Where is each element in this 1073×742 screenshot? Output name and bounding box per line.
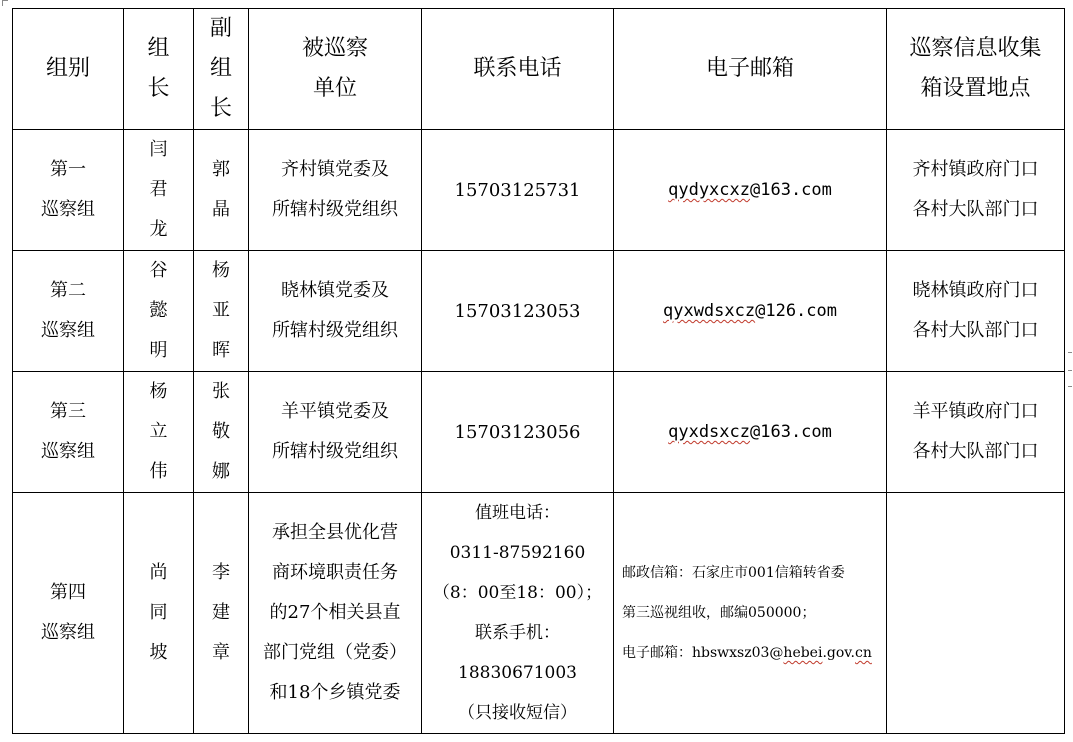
- leader-cell: 闫 君 龙: [124, 130, 194, 251]
- corner-mark: [2, 0, 3, 6]
- leader-cell: 谷 懿 明: [124, 251, 194, 372]
- table-row: [13, 130, 1065, 251]
- phone-cell: 值班电话： 0311-87592160 （8：00至18：00）； 联系手机： 18830671003 （只接收短信）: [422, 493, 614, 734]
- email-cell: [614, 130, 887, 251]
- group-cell: 第三 巡察组: [13, 372, 124, 493]
- header-phone: 联系电话: [422, 9, 614, 130]
- deputy-cell: 张 敬 娜: [194, 372, 249, 493]
- leader-cell: 尚 同 坡: [124, 493, 194, 734]
- table-edge-mark: [1068, 370, 1072, 371]
- email-user: qyxdsxcz: [668, 422, 750, 442]
- location-cell: 齐村镇政府门口 各村大队部门口: [887, 130, 1065, 251]
- table-row: [13, 251, 1065, 372]
- email-user: qydyxcxz: [668, 180, 750, 200]
- unit-cell: 羊平镇党委及 所辖村级党组织: [249, 372, 422, 493]
- phone-cell: 15703123056: [422, 372, 614, 493]
- inspection-table: [12, 8, 1065, 734]
- location-cell: 羊平镇政府门口 各村大队部门口: [887, 372, 1065, 493]
- leader-cell: 杨 立 伟: [124, 372, 194, 493]
- phone-cell: 15703123053: [422, 251, 614, 372]
- header-unit: 被巡察 单位: [249, 9, 422, 130]
- email-user: qyxwdsxcz: [662, 301, 756, 321]
- mail-line-3: 电子邮箱：hbswxsz03@hebei.gov.cn: [622, 645, 872, 661]
- header-row: [13, 9, 1065, 130]
- table-row: [13, 372, 1065, 493]
- group-cell: 第二 巡察组: [13, 251, 124, 372]
- mail-line-1: 邮政信箱：石家庄市001信箱转省委: [622, 565, 845, 581]
- phone-cell: 15703125731: [422, 130, 614, 251]
- email-cell: [614, 251, 887, 372]
- header-email: 电子邮箱: [614, 9, 887, 130]
- location-cell: [887, 493, 1065, 734]
- table-edge-mark: [1068, 352, 1072, 353]
- deputy-cell: 李 建 章: [194, 493, 249, 734]
- table-edge-mark: [1068, 386, 1072, 387]
- unit-cell: 齐村镇党委及 所辖村级党组织: [249, 130, 422, 251]
- header-location: 巡察信息收集 箱设置地点: [887, 9, 1065, 130]
- location-cell: 晓林镇政府门口 各村大队部门口: [887, 251, 1065, 372]
- email-domain: @126.com: [755, 301, 837, 321]
- deputy-cell: 郭 晶: [194, 130, 249, 251]
- mail-line-2: 第三巡视组收，邮编050000；: [622, 605, 816, 621]
- group-cell: 第一 巡察组: [13, 130, 124, 251]
- header-deputy: 副 组 长: [194, 9, 249, 130]
- table-row: [13, 493, 1065, 734]
- group-cell: 第四 巡察组: [13, 493, 124, 734]
- header-group: 组别: [13, 9, 124, 130]
- deputy-cell: 杨 亚 晖: [194, 251, 249, 372]
- email-domain: @163.com: [750, 422, 832, 442]
- email-cell: [614, 372, 887, 493]
- email-domain: @163.com: [750, 180, 832, 200]
- unit-cell: 晓林镇党委及 所辖村级党组织: [249, 251, 422, 372]
- email-cell: [614, 493, 887, 734]
- unit-cell: 承担全县优化营 商环境职责任务 的27个相关县直 部门党组（党委） 和18个乡镇党委: [249, 493, 422, 734]
- header-leader: 组 长: [124, 9, 194, 130]
